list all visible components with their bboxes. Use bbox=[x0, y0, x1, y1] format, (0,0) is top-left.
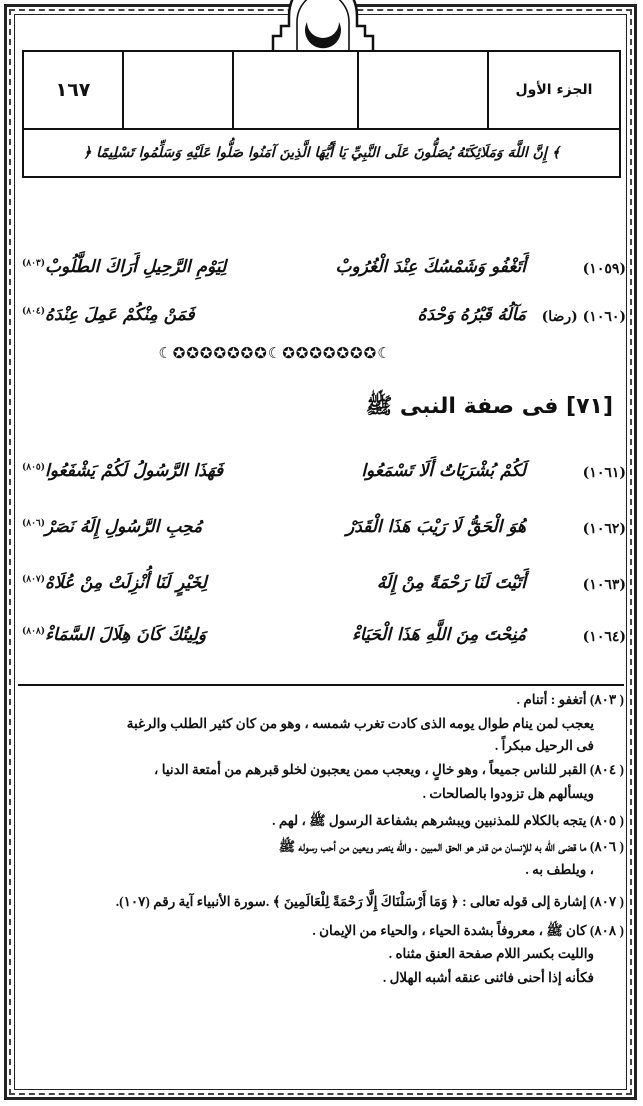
footnote-divider bbox=[18, 684, 624, 686]
poem-line bbox=[18, 573, 626, 603]
poem-line bbox=[18, 517, 626, 547]
footnote-line: ، ويلطف به . bbox=[525, 862, 594, 877]
page-number: ١٦٧ bbox=[24, 52, 124, 128]
hemistich-text: فَهَذَا الرَّسُولُ لَكُمْ يَشْفَعُوا bbox=[45, 461, 224, 481]
hemistich-text: لِيَوْمِ الرَّحِيلِ أَرَاكَ الطَّلُوبْ bbox=[45, 257, 227, 277]
verse-number: (١٠٦٣) bbox=[582, 577, 626, 593]
hemistich-first: أَتَيْتَ لَنَا رَحْمَةً مِنْ إِلَهْ bbox=[376, 573, 526, 593]
footnote-line: ( ٨٠٨) كان ﷺ ، معروفاً بشدة الحياء ، والحياء من الإيمان . bbox=[312, 923, 624, 938]
hemistich-second bbox=[22, 461, 223, 481]
hemistich-second bbox=[22, 257, 226, 277]
hemistich-first: لَكُمْ بُشْرَيَاتٌ أَلَا تَسْمَعُوا bbox=[361, 461, 526, 481]
hemistich-text: مُحِبِ الرَّسُولِ إِلَهُ نَصَرْ bbox=[45, 517, 203, 537]
hemistich-text: فَمَنْ مِنْكُمْ عَمِلَ عِنْدَهُ bbox=[45, 305, 195, 325]
footnote-line: يعجب لمن ينام طوال يومه الذى كادت تغرب شمسه ، وهو من كان كثير الطلب والرغبة bbox=[126, 716, 594, 731]
hemistich-first: مَآلُهُ قَبْرُهُ وَحْدَهُ bbox=[417, 305, 526, 325]
poem-line bbox=[18, 461, 626, 491]
verse-number: (١٠٦١) bbox=[582, 465, 626, 481]
hemistich-first: هُوَ الْحَقُّ لَا رَيْبَ هَذَا الْقَدَرْ bbox=[346, 517, 526, 537]
hemistich-text: لِخَيْرٍ لَنَا أُنْزِلَتْ مِنْ عُلَاهْ bbox=[45, 573, 207, 593]
verse-number: (١٠٦٤) bbox=[582, 629, 626, 645]
verse-number: (١٠٦٢) bbox=[582, 521, 626, 537]
hemistich-second bbox=[22, 517, 202, 537]
footnote-line: ( ٨٠٥) يتجه بالكلام للمذنبين ويبشرهم بشفاعة الرسول ﷺ ، لهم . bbox=[272, 813, 624, 828]
footnote-line: فى الرحيل مبكراً . bbox=[494, 738, 594, 753]
hemistich-second bbox=[22, 305, 195, 325]
footnote-ref: (٨٠٧) bbox=[22, 574, 46, 585]
ornament-divider: ☾✪✪✪✪✪✪✪☾✪✪✪✪✪✪✪☾ bbox=[158, 344, 392, 362]
verse-number: (١٠٥٩) bbox=[582, 261, 626, 277]
footnote-line: ( ٨٠٦) ما قضى الله به للإنسان من قدر هو الحق المبين . والله ينصر ويعين من أحب رسوله ﷺ bbox=[278, 839, 624, 854]
footnote-line: والليت بكسر اللام صفحة العنق مثناه . bbox=[388, 946, 594, 961]
poem-line bbox=[18, 257, 626, 287]
poem-line bbox=[18, 305, 626, 335]
hemistich-first: أَتَغْفُو وَشَمْسُكَ عِنْدَ الْغُرُوبْ bbox=[335, 257, 526, 277]
quran-verse-banner: ﴿ إِنَّ اللَّهَ وَمَلَائِكَتَهُ يُصَلُّونَ عَلَى النَّبِيِّ يَا أَيُّهَا الَّذِينَ آمَنُوا صَلُّوا عَلَيْهِ وَسَلِّمُوا تَسْلِيمًا ﴾ bbox=[22, 130, 621, 178]
hemistich-second bbox=[22, 573, 207, 593]
footnote-ref: (٨٠٨) bbox=[22, 626, 46, 637]
hemistich-text: وَلِيتُكَ كَانَ هِلَالَ السَّمَاءْ bbox=[45, 625, 207, 645]
footnote-line: ويسألهم هل تزودوا بالصالحات . bbox=[422, 786, 594, 801]
part-label: الجزء الأول bbox=[487, 52, 619, 128]
footnote-line: ( ٨٠٤) القبر للناس جميعاً ، وهو خالٍ ، ويعجب ممن يعجبون لخلو قبرهم من أمتعة الدنيا ، bbox=[154, 762, 624, 777]
footnote-ref: (٨٠٤) bbox=[22, 306, 46, 317]
footnote-ref: (٨٠٣) bbox=[22, 258, 46, 269]
poem-line bbox=[18, 625, 626, 655]
footnote-line: فكأنه إذا أحنى فاثنى عنقه أشبه الهلال . bbox=[382, 970, 594, 985]
verse-number: (١٠٦٠) (رضا) bbox=[541, 309, 626, 325]
crescent-arch-icon bbox=[267, 0, 379, 82]
header-blank-left bbox=[122, 52, 234, 128]
section-title: [٧١] فى صفة النبى ﷺ bbox=[365, 394, 613, 419]
footnote-line: ( ٨٠٣) أتغفو : أتنام . bbox=[516, 692, 624, 707]
hemistich-second bbox=[22, 625, 206, 645]
footnote-ref: (٨٠٦) bbox=[22, 518, 46, 529]
footnote-ref: (٨٠٥) bbox=[22, 462, 46, 473]
footnote-line: ( ٨٠٧) إشارة إلى قوله تعالى : ﴿ وَمَا أَرْسَلْنَاكَ إِلَّا رَحْمَةً لِلْعَالَمِينَ ﴾ .سورة الأنبياء آية رقم (١٠٧). bbox=[115, 894, 624, 909]
hemistich-first: مُنِحْتَ مِنَ اللَّهِ هَذَا الْحَيَاءْ bbox=[351, 625, 526, 645]
